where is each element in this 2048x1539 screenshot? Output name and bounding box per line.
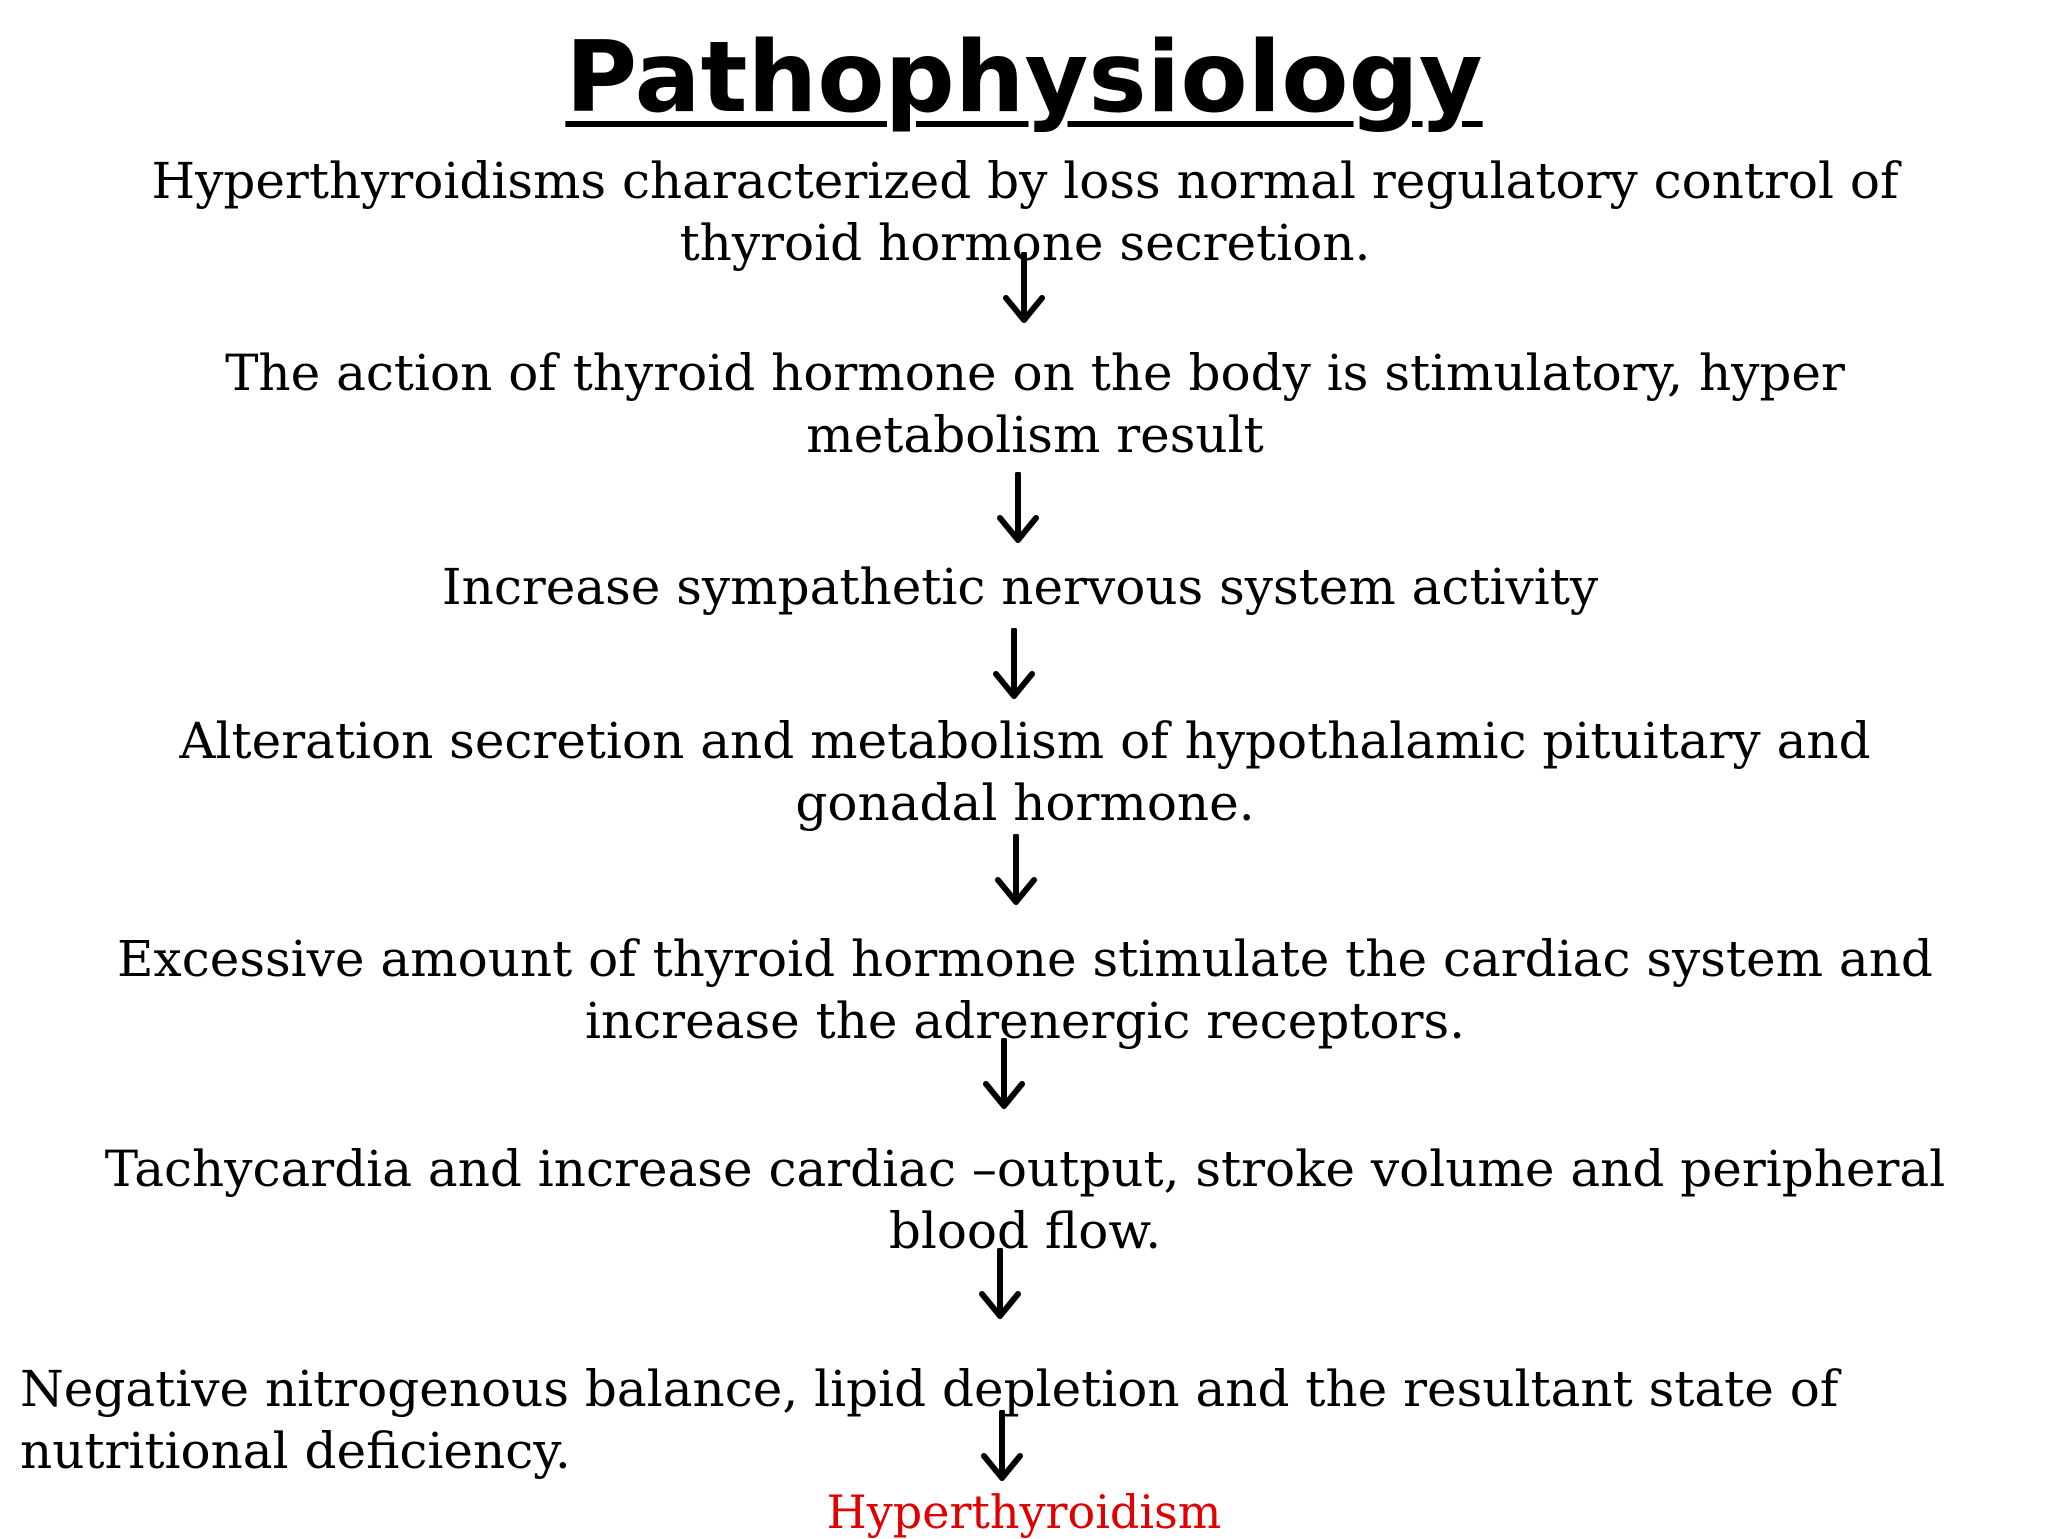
down-arrow-icon bbox=[1002, 252, 1046, 326]
down-arrow-icon bbox=[980, 1410, 1024, 1484]
down-arrow-icon bbox=[978, 1248, 1022, 1322]
page-title bbox=[0, 18, 2048, 138]
flow-step-1: Hyperthyroidisms characterized by loss normal regulatory control of thyroid hormone secretion. bbox=[151, 152, 1899, 272]
down-arrow-icon bbox=[994, 834, 1038, 908]
flow-step-7: Negative nitrogenous balance, lipid depletion and the resultant state of nutritional deficiency. bbox=[20, 1360, 1839, 1480]
footer-label: Hyperthyroidism bbox=[826, 1485, 1222, 1539]
flow-step-6: Tachycardia and increase cardiac –output, stroke volume and peripheral blood flow. bbox=[104, 1140, 1946, 1260]
flow-step-5: Excessive amount of thyroid hormone stimulate the cardiac system and increase the adrenergic receptors. bbox=[117, 930, 1933, 1050]
flow-step-4: Alteration secretion and metabolism of hypothalamic pituitary and gonadal hormone. bbox=[179, 712, 1871, 832]
flow-step-2: The action of thyroid hormone on the body is stimulatory, hyper metabolism result bbox=[225, 344, 1845, 464]
down-arrow-icon bbox=[982, 1038, 1026, 1112]
down-arrow-icon bbox=[996, 472, 1040, 546]
flow-step-3: Increase sympathetic nervous system activity bbox=[441, 558, 1599, 616]
page-title-text: Pathophysiology bbox=[565, 21, 1483, 135]
down-arrow-icon bbox=[992, 628, 1036, 702]
